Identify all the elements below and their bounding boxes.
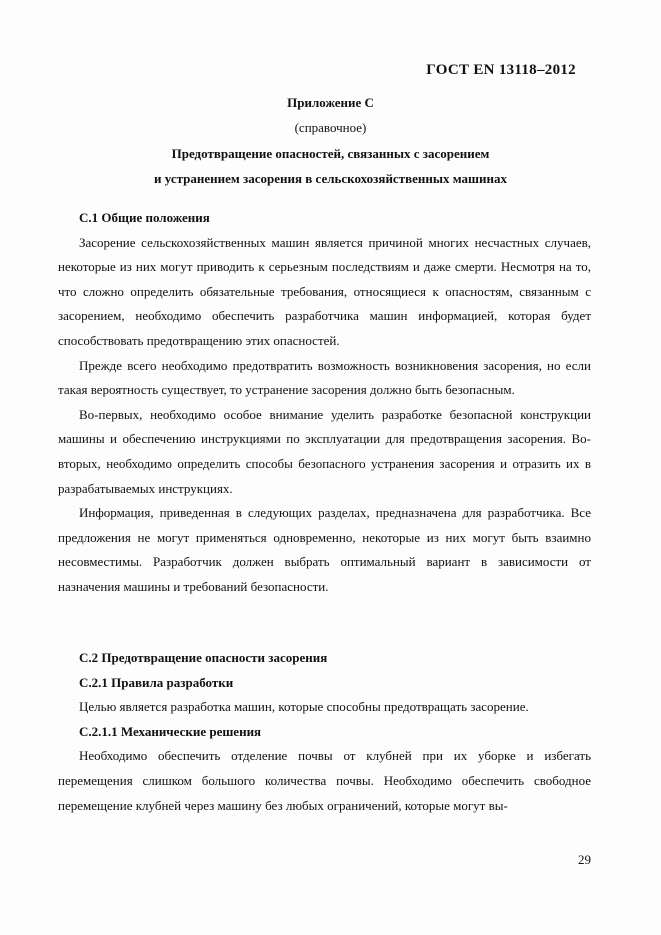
subsubsection-heading: С.2.1.1 Механические решения: [79, 723, 262, 739]
subsection-heading: С.2.1 Правила разработки: [79, 674, 234, 690]
annex-title: Приложение С: [287, 95, 374, 110]
paragraph: Целью является разработка машин, которые способны предотвращать засорение.: [79, 699, 529, 715]
annex-subtitle: (справочное): [294, 120, 367, 135]
page-number: 29: [578, 852, 591, 867]
paragraph: Информация, приведенная в следующих разделах, предназначена для разработчика. Все предложения не могут применяться одновременно, некоторые из них могут быть взаимно несовместимы. Разработчик должен выбрать оптимальный вариант в зависимости от назначения машины и требований безопасности.: [58, 505, 591, 594]
document-number: ГОСТ EN 13118–2012: [426, 62, 576, 78]
paragraph: Прежде всего необходимо предотвратить возможность возникновения засорения, но если такая вероятность существует, то устранение засорения должно быть безопасным.: [58, 357, 591, 398]
paragraph: Засорение сельскохозяйственных машин является причиной многих несчастных случаев, некоторые из них могут приводить к серьезным последствиям и даже смерти. Несмотря на то, что сложно определить обязательные требования, относящиеся к опасностям, связанным с засорением, необходимо обеспечить разработчика машин информацией, которая будет способствовать предотвращению этих опасностей.: [58, 234, 591, 348]
section-heading: С.2 Предотвращение опасности засорения: [79, 650, 328, 665]
section-heading: С.1 Общие положения: [79, 210, 210, 225]
annex-heading-line1: Предотвращение опасностей, связанных с засорением: [171, 146, 490, 161]
section-prevention: [58, 646, 591, 818]
paragraph: Во-первых, необходимо особое внимание уделить разработке безопасной конструкции машины и обеспечению инструкциями по эксплуатации для предотвращения засорения. Во-вторых, необходимо определить способы безопасного устранения засорения и отразить их в разрабатываемых инструкциях.: [58, 406, 591, 496]
section-general: [58, 206, 591, 600]
annex-heading-line2: и устранением засорения в сельскохозяйственных машинах: [154, 171, 507, 186]
paragraph: Необходимо обеспечить отделение почвы от клубней при их уборке и избегать перемещения слишком большого количества почвы. Необходимо обеспечить свободное перемещение клубней через машину без любых ограничений, которые могут вы-: [58, 748, 591, 813]
